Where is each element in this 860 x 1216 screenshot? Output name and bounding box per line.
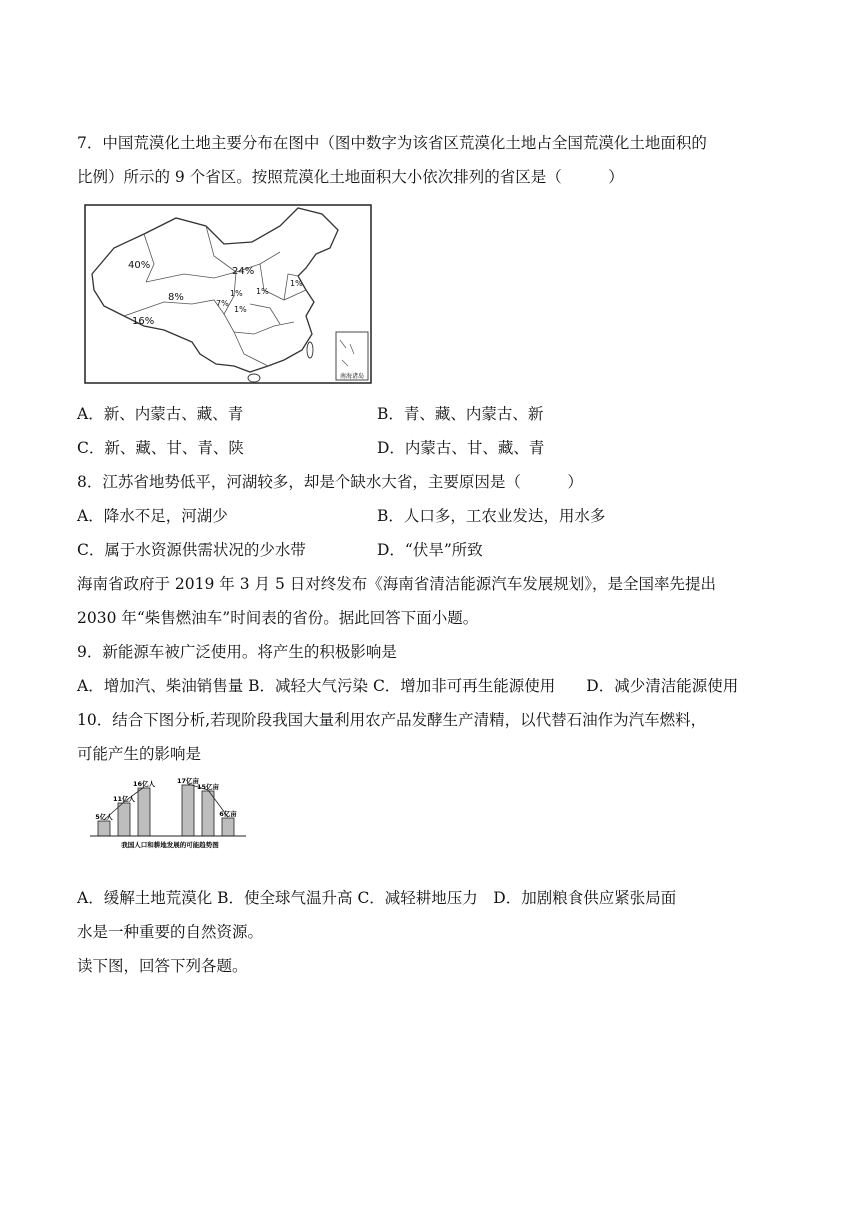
q9-options: A．增加汽、柴油销售量 B．减轻大气污染 C．增加非可再生能源使用 D．减少清洁能源使用: [77, 677, 739, 695]
chart-bar-耕地-0: [182, 785, 194, 836]
q10-options: A．缓解土地荒漠化 B．使全球气温升高 C．减轻耕地压力 D．加剧粮食供应紧张局面: [77, 889, 677, 907]
q8-option-d: D．“伏旱”所致: [377, 541, 483, 559]
chart-bar-耕地-2: [222, 818, 234, 836]
chart-bar-耕地-1: [202, 791, 214, 836]
q7-option-d: D．内蒙古、甘、藏、青: [377, 439, 545, 457]
q10-stem-line2: 可能产生的影响是: [77, 745, 202, 763]
q7-option-c: C．新、藏、甘、青、陕: [77, 439, 244, 457]
map-label-1: 1%: [290, 279, 303, 288]
water-intro: 水是一种重要的自然资源。: [77, 923, 264, 941]
chart-label-耕地-2: 6亿亩: [219, 810, 237, 818]
map-label-5: 1%: [230, 289, 243, 298]
q10-stem-line1: 10．结合下图分析,若现阶段我国大量利用农产品发酵生产清精，以代替石油作为汽车燃料，: [77, 711, 707, 729]
china-desertification-map: [84, 204, 372, 384]
chart-label-耕地-1: 15亿亩: [196, 783, 220, 791]
map-label-neimenggu: 24%: [232, 266, 255, 277]
q8-option-a: A．降水不足，河湖少: [77, 507, 228, 525]
inset-label: 南海诸岛: [339, 373, 365, 380]
passage-line1: 海南省政府于 2019 年 3 月 5 日对终发布《海南省清洁能源汽车发展规划》，是全国率先提出: [77, 575, 716, 593]
chart-label-人口-0: 5亿人: [95, 813, 113, 821]
map-label-4: 1%: [234, 305, 247, 314]
map-label-3: 7%: [216, 299, 229, 308]
q8-option-c: C．属于水资源供需状况的少水带: [77, 541, 306, 559]
map-label-xinjiang: 40%: [128, 260, 151, 271]
chart-title: 我国人口和耕地发展的可能趋势图: [121, 841, 219, 849]
chart-label-人口-2: 16亿人: [132, 780, 156, 788]
q7-option-a: A．新、内蒙古、藏、青: [77, 405, 244, 423]
chart-bar-人口-0: [98, 821, 110, 836]
map-label-2: 1%: [256, 287, 269, 296]
q7-stem-line2: 比例）所示的 9 个省区。按照荒漠化土地面积大小依次排列的省区是（ ）: [77, 168, 624, 186]
population-farmland-trend-chart: [86, 774, 266, 850]
chart-bar-人口-1: [118, 803, 130, 836]
chart-label-人口-1: 11亿人: [112, 795, 136, 803]
q7-stem-line1: 7．中国荒漠化土地主要分布在图中（图中数字为该省区荒漠化土地占全国荒漠化土地面积的: [77, 134, 707, 152]
water-instruction: 读下图，回答下列各题。: [77, 957, 248, 975]
passage-line2: 2030 年“柴售燃油车”时间表的省份。据此回答下面小题。: [77, 609, 479, 627]
q8-option-b: B．人口多，工农业发达，用水多: [377, 507, 606, 525]
q9-stem: 9．新能源车被广泛使用。将产生的积极影响是: [77, 643, 397, 661]
chart-bar-人口-2: [138, 788, 150, 836]
q7-option-b: B．青、藏、内蒙古、新: [377, 405, 544, 423]
map-label-xizang: 16%: [132, 316, 155, 327]
chart-label-耕地-0: 17亿亩: [176, 777, 200, 785]
q8-stem: 8．江苏省地势低平，河湖较多，却是个缺水大省，主要原因是（ ）: [77, 473, 583, 491]
map-label-qinghai: 8%: [168, 292, 184, 303]
